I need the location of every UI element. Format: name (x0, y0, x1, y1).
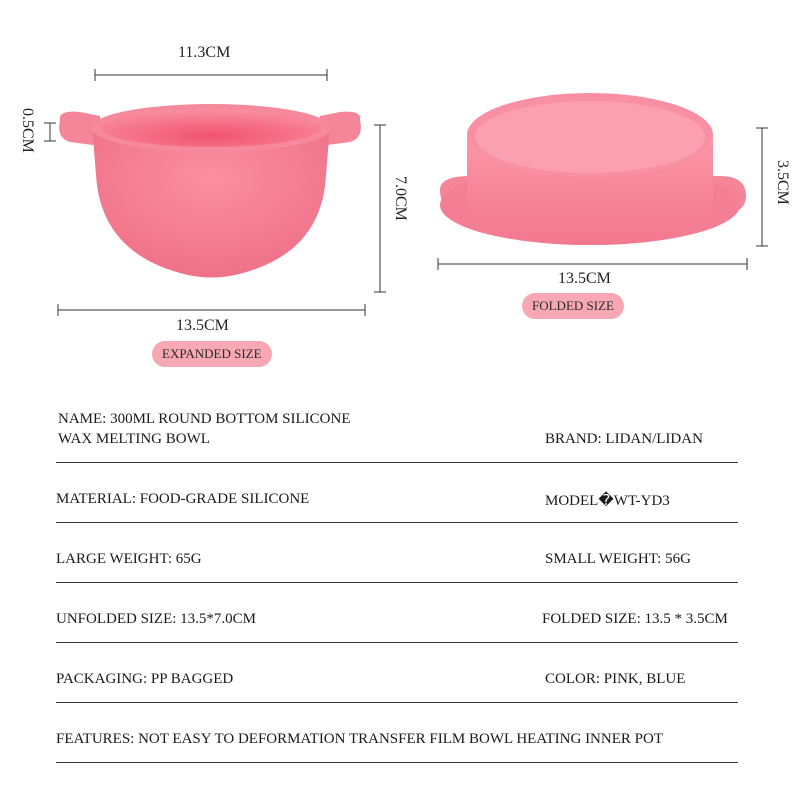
spec-divider (56, 462, 738, 463)
expanded-width-label: 11.3CM (178, 44, 231, 61)
folded-bowl-image (440, 93, 746, 245)
folded-size-tag: FOLDED SIZE (522, 293, 624, 319)
expanded-base-label: 13.5CM (176, 317, 229, 334)
spec-material: MATERIAL: FOOD-GRADE SILICONE (56, 491, 310, 507)
expanded-size-tag: EXPANDED SIZE (152, 341, 272, 367)
spec-color: COLOR: PINK, BLUE (545, 671, 686, 687)
spec-unfolded-size: UNFOLDED SIZE: 13.5*7.0CM (56, 611, 257, 627)
spec-name-line1: NAME: 300ML ROUND BOTTOM SILICONE (58, 411, 351, 427)
spec-divider (56, 762, 738, 763)
spec-features: FEATURES: NOT EASY TO DEFORMATION TRANSFER FILM BOWL HEATING INNER POT (56, 731, 663, 747)
spec-small-weight: SMALL WEIGHT: 56G (545, 551, 691, 567)
spec-divider (56, 642, 738, 643)
spec-model: MODEL�WT-YD3 (545, 493, 670, 509)
spec-folded-size: FOLDED SIZE: 13.5 * 3.5CM (542, 611, 728, 627)
spec-divider (56, 702, 738, 703)
spec-brand: BRAND: LIDAN/LIDAN (545, 431, 703, 447)
folded-height-label: 3.5CM (774, 160, 791, 205)
spec-divider (56, 522, 738, 523)
expanded-height-label: 7.0CM (392, 176, 409, 221)
spec-large-weight: LARGE WEIGHT: 65G (56, 551, 202, 567)
folded-base-label: 13.5CM (558, 270, 611, 287)
spec-packaging: PACKAGING: PP BAGGED (56, 671, 234, 687)
spec-name-line2: WAX MELTING BOWL (58, 431, 210, 447)
expanded-rim-label: 0.5CM (19, 108, 36, 153)
spec-divider (56, 582, 738, 583)
expanded-bowl-image (59, 104, 361, 278)
